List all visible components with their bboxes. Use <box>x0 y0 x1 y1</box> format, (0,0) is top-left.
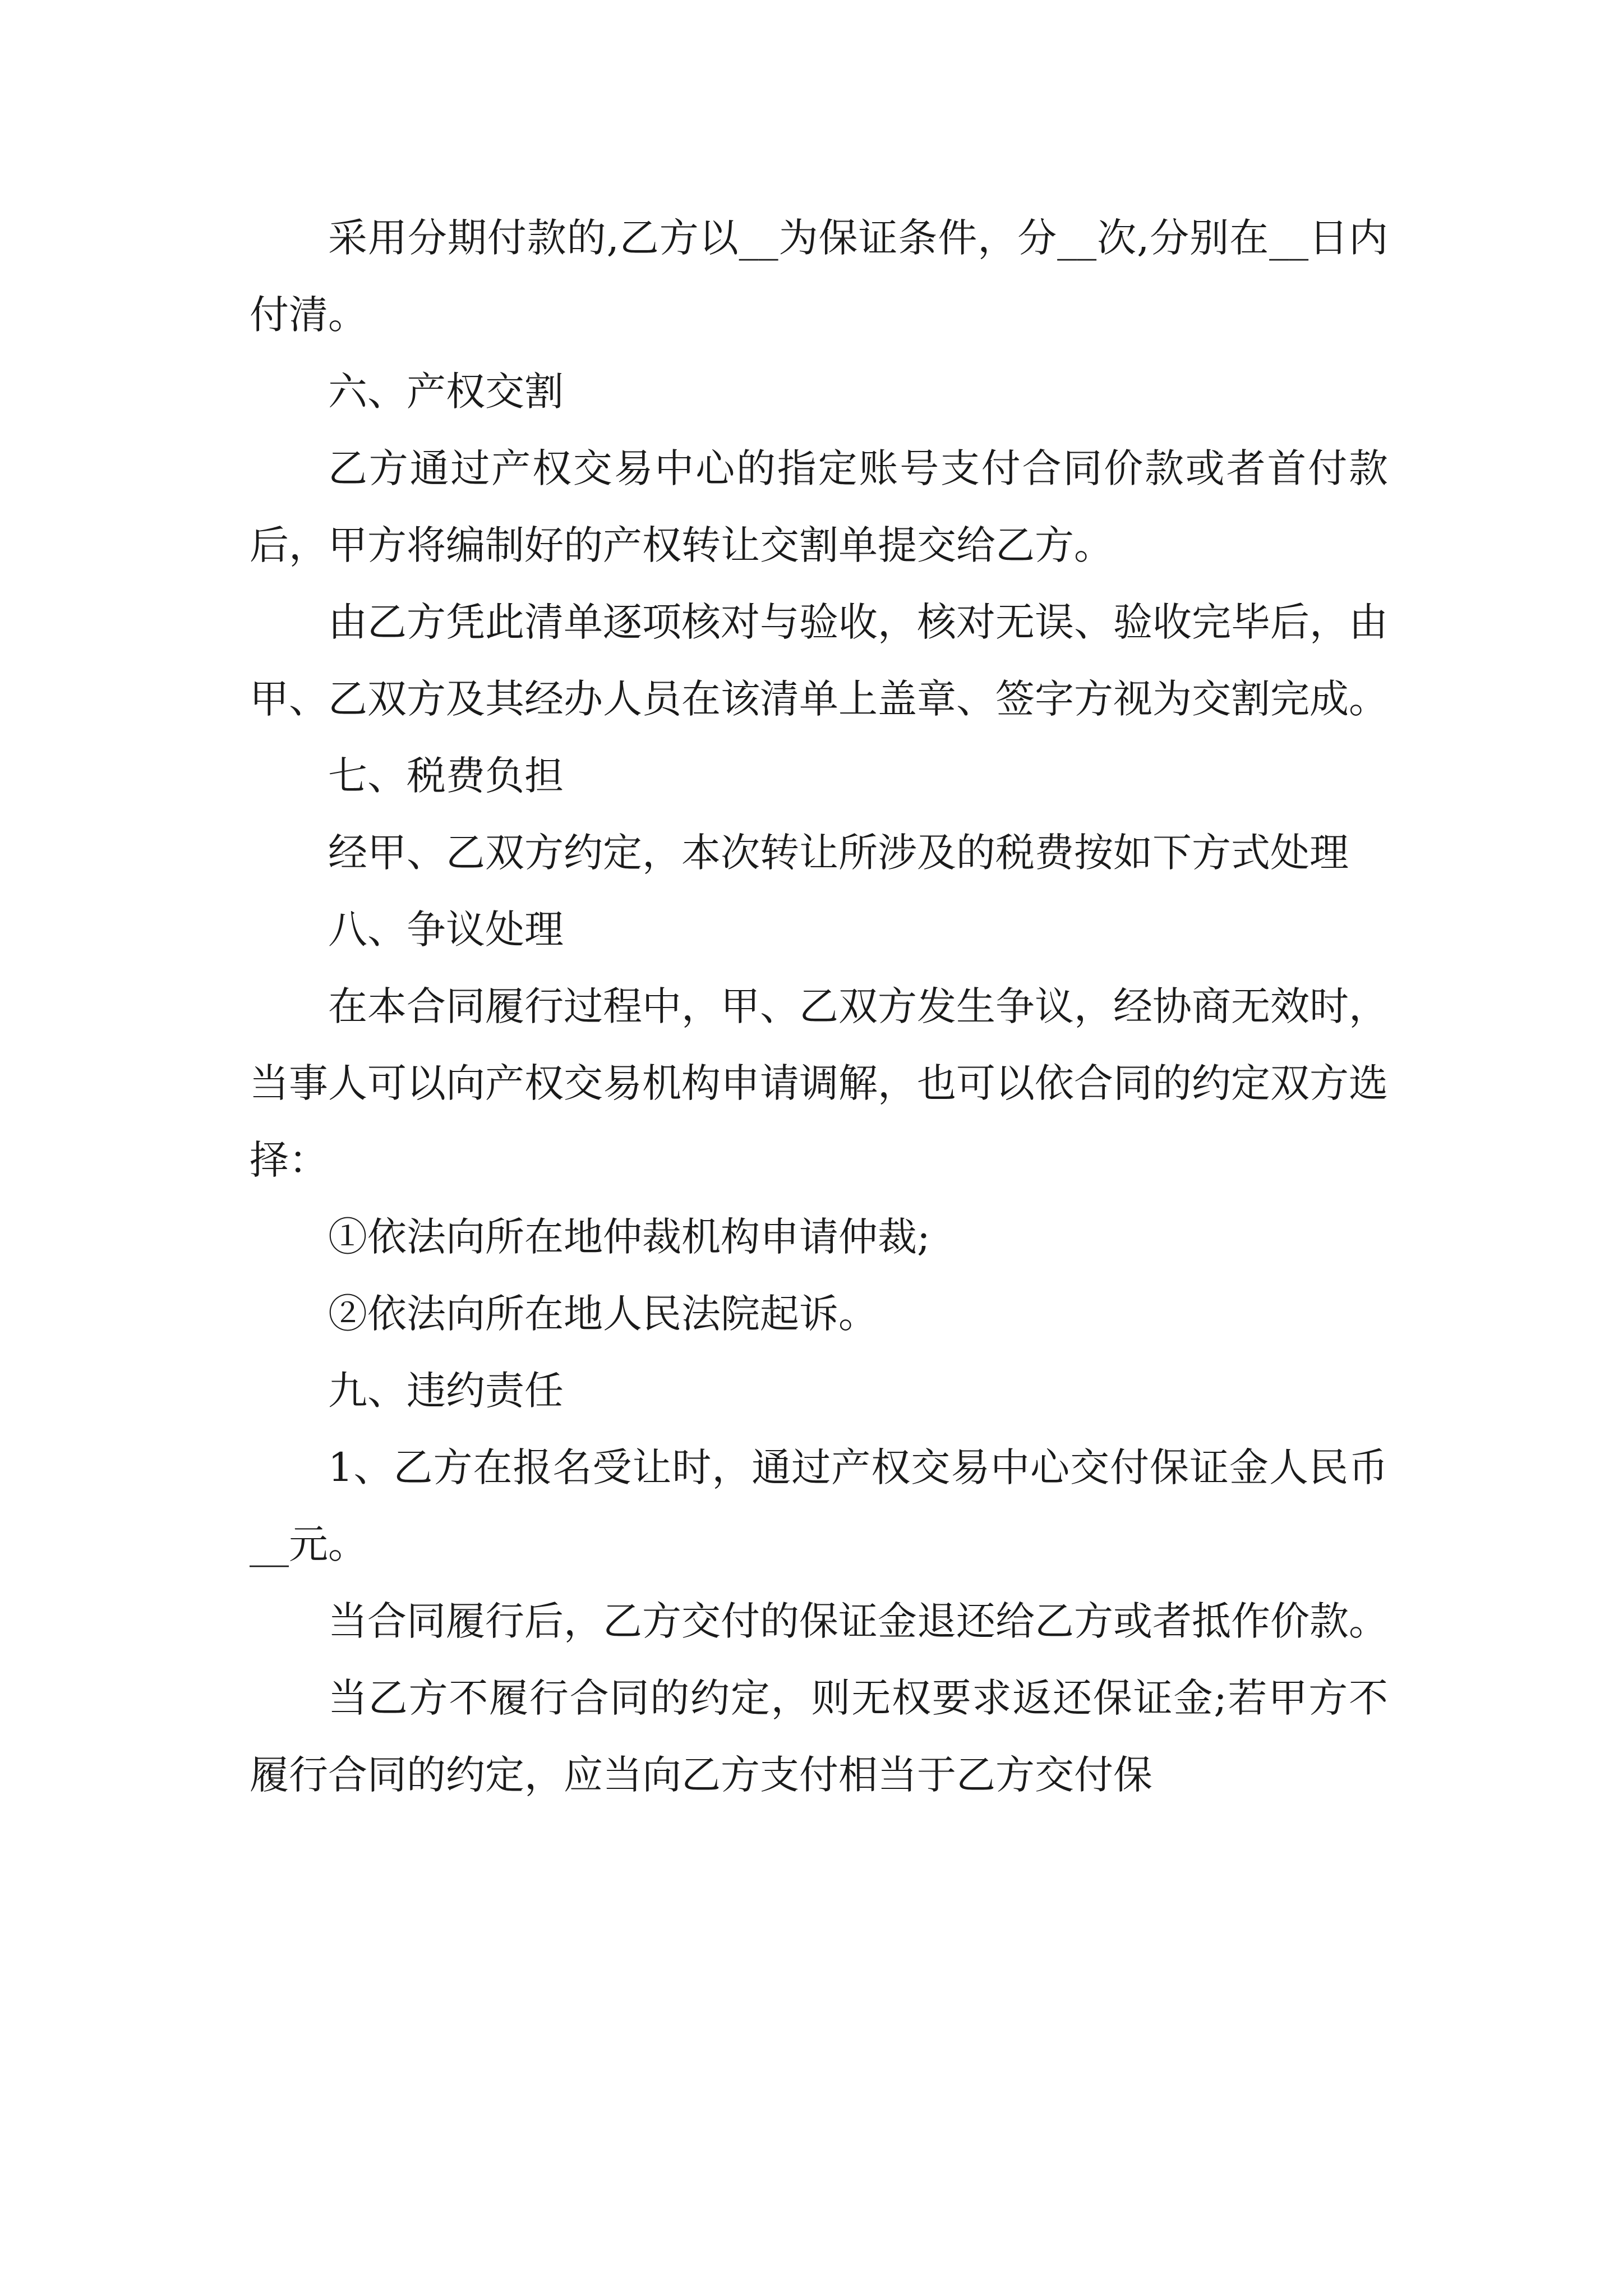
paragraph-breach-consequences: 当乙方不履行合同的约定，则无权要求返还保证金;若甲方不履行合同的约定，应当向乙方支付相当于乙方交付保 <box>250 1675 1388 1798</box>
paragraph-deposit-refund: 当合同履行后，乙方交付的保证金退还给乙方或者抵作价款。 <box>328 1598 1388 1644</box>
heading-liability-for-breach: 九、违约责任 <box>328 1368 564 1414</box>
paragraph-taxes-agreement: 经甲、乙双方约定，本次转让所涉及的税费按如下方式处理 <box>328 830 1349 876</box>
heading-property-handover: 六、产权交割 <box>328 369 564 415</box>
list-item-arbitration: ①依法向所在地仲裁机构申请仲裁; <box>328 1214 930 1260</box>
paragraph-installment-payment: 采用分期付款的,乙方以__为保证条件，分__次,分别在__日内付清。 <box>250 215 1388 338</box>
list-item-court: ②依法向所在地人民法院起诉。 <box>328 1291 878 1337</box>
paragraph-dispute-options: 在本合同履行过程中，甲、乙双方发生争议，经协商无效时，当事人可以向产权交易机构申请调解，也可以依合同的约定双方选择： <box>250 983 1388 1183</box>
heading-dispute-resolution: 八、争议处理 <box>328 907 564 953</box>
heading-taxes-and-fees: 七、税费负担 <box>328 753 564 799</box>
paragraph-deposit: 1、乙方在报名受让时，通过产权交易中心交付保证金人民币__元。 <box>250 1444 1388 1567</box>
paragraph-handover-list: 乙方通过产权交易中心的指定账号支付合同价款或者首付款后，甲方将编制好的产权转让交割单提交给乙方。 <box>250 445 1388 568</box>
paragraph-handover-verification: 由乙方凭此清单逐项核对与验收，核对无误、验收完毕后，由甲、乙双方及其经办人员在该清单上盖章、签字方视为交割完成。 <box>250 599 1388 722</box>
document-body <box>250 200 1388 1814</box>
